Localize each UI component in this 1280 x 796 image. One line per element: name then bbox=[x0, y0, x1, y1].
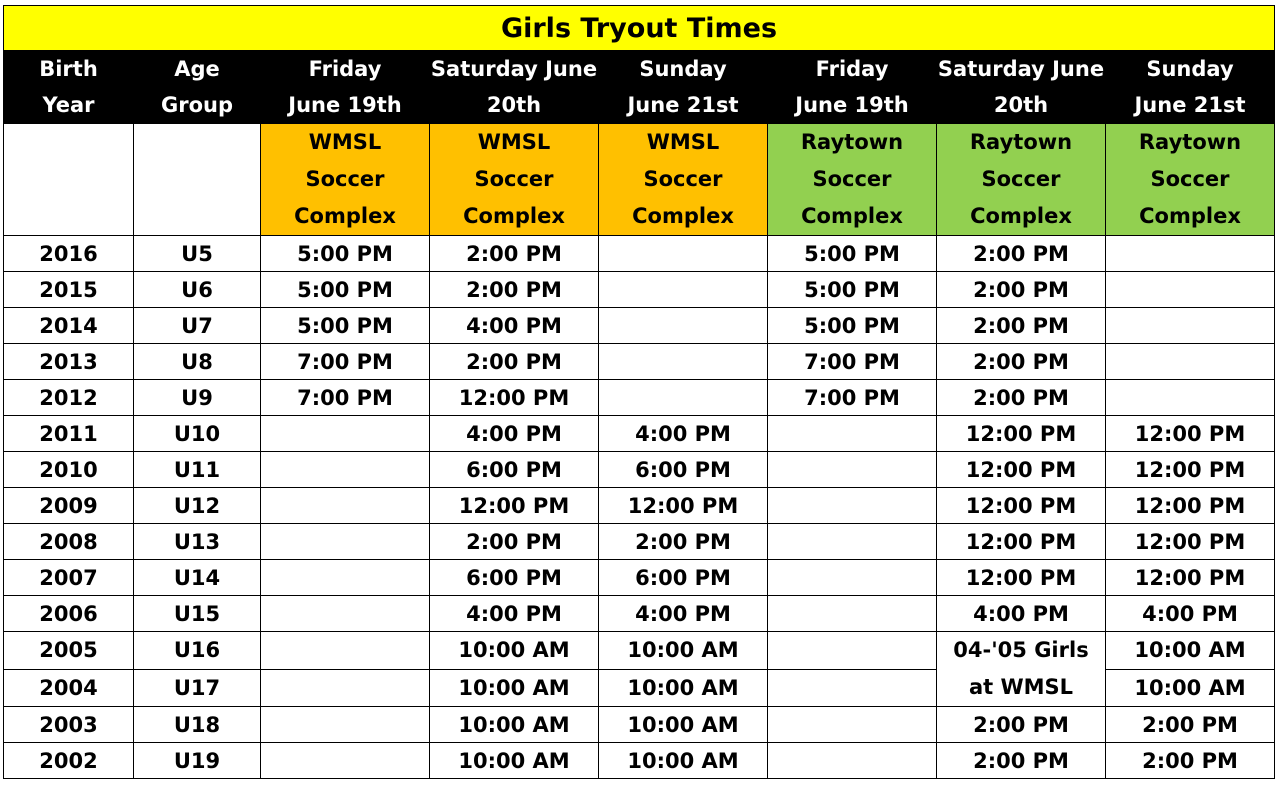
cell-age-group: U19 bbox=[134, 743, 261, 779]
cell-raytown-sunday: 12:00 PM bbox=[1106, 488, 1275, 524]
cell-raytown-friday bbox=[768, 707, 937, 743]
table-row bbox=[4, 380, 1275, 416]
cell-age-group: U10 bbox=[134, 416, 261, 452]
cell-wmsl-sunday: 4:00 PM bbox=[599, 416, 768, 452]
cell-wmsl-saturday: 12:00 PM bbox=[430, 488, 599, 524]
cell-raytown-saturday: 2:00 PM bbox=[937, 344, 1106, 380]
cell-wmsl-saturday: 10:00 AM bbox=[430, 707, 599, 743]
cell-wmsl-sunday: 4:00 PM bbox=[599, 596, 768, 632]
table-row bbox=[4, 344, 1275, 380]
cell-birth-year: 2013 bbox=[4, 344, 134, 380]
cell-wmsl-saturday: 6:00 PM bbox=[430, 452, 599, 488]
cell-raytown-saturday: 12:00 PM bbox=[937, 416, 1106, 452]
cell-birth-year: 2016 bbox=[4, 236, 134, 272]
header-raytown-sunday: Sunday June 21st bbox=[1106, 51, 1275, 124]
cell-wmsl-sunday: 12:00 PM bbox=[599, 488, 768, 524]
cell-wmsl-friday: 7:00 PM bbox=[261, 380, 430, 416]
cell-birth-year: 2011 bbox=[4, 416, 134, 452]
location-wmsl: WMSL Soccer Complex bbox=[599, 124, 768, 236]
cell-age-group: U13 bbox=[134, 524, 261, 560]
cell-raytown-sunday: 2:00 PM bbox=[1106, 707, 1275, 743]
cell-birth-year: 2010 bbox=[4, 452, 134, 488]
cell-birth-year: 2006 bbox=[4, 596, 134, 632]
cell-raytown-saturday: 12:00 PM bbox=[937, 524, 1106, 560]
cell-raytown-saturday: 2:00 PM bbox=[937, 272, 1106, 308]
table-row bbox=[4, 524, 1275, 560]
table-row bbox=[4, 236, 1275, 272]
cell-wmsl-saturday: 10:00 AM bbox=[430, 669, 599, 707]
cell-wmsl-friday bbox=[261, 743, 430, 779]
cell-wmsl-sunday: 10:00 AM bbox=[599, 743, 768, 779]
cell-raytown-friday bbox=[768, 596, 937, 632]
cell-raytown-saturday: 4:00 PM bbox=[937, 596, 1106, 632]
cell-age-group: U15 bbox=[134, 596, 261, 632]
header-raytown-friday: Friday June 19th bbox=[768, 51, 937, 124]
cell-birth-year: 2012 bbox=[4, 380, 134, 416]
header-wmsl-saturday: Saturday June 20th bbox=[430, 51, 599, 124]
cell-raytown-sunday: 2:00 PM bbox=[1106, 743, 1275, 779]
cell-age-group: U8 bbox=[134, 344, 261, 380]
cell-raytown-saturday: 12:00 PM bbox=[937, 560, 1106, 596]
cell-raytown-friday: 7:00 PM bbox=[768, 380, 937, 416]
cell-wmsl-sunday: 10:00 AM bbox=[599, 707, 768, 743]
cell-raytown-friday bbox=[768, 632, 937, 670]
cell-wmsl-friday bbox=[261, 669, 430, 707]
cell-raytown-sunday: 12:00 PM bbox=[1106, 560, 1275, 596]
cell-raytown-saturday: 12:00 PM bbox=[937, 452, 1106, 488]
cell-wmsl-saturday: 10:00 AM bbox=[430, 743, 599, 779]
location-wmsl: WMSL Soccer Complex bbox=[430, 124, 599, 236]
cell-age-group: U7 bbox=[134, 308, 261, 344]
cell-wmsl-sunday: 10:00 AM bbox=[599, 632, 768, 670]
cell-birth-year: 2007 bbox=[4, 560, 134, 596]
table-row bbox=[4, 560, 1275, 596]
cell-raytown-saturday: 2:00 PM bbox=[937, 380, 1106, 416]
header-wmsl-sunday: Sunday June 21st bbox=[599, 51, 768, 124]
cell-wmsl-sunday: 2:00 PM bbox=[599, 524, 768, 560]
cell-raytown-sunday: 12:00 PM bbox=[1106, 452, 1275, 488]
cell-age-group: U18 bbox=[134, 707, 261, 743]
location-blank bbox=[134, 124, 261, 236]
cell-wmsl-sunday bbox=[599, 380, 768, 416]
cell-wmsl-friday bbox=[261, 416, 430, 452]
cell-raytown-friday bbox=[768, 452, 937, 488]
header-raytown-saturday: Saturday June 20th bbox=[937, 51, 1106, 124]
cell-raytown-friday: 5:00 PM bbox=[768, 308, 937, 344]
cell-wmsl-sunday bbox=[599, 344, 768, 380]
cell-raytown-sunday: 10:00 AM bbox=[1106, 669, 1275, 707]
cell-wmsl-saturday: 2:00 PM bbox=[430, 524, 599, 560]
cell-raytown-saturday: 2:00 PM bbox=[937, 743, 1106, 779]
table-row bbox=[4, 743, 1275, 779]
cell-wmsl-friday bbox=[261, 707, 430, 743]
cell-wmsl-sunday: 6:00 PM bbox=[599, 452, 768, 488]
cell-raytown-sunday bbox=[1106, 272, 1275, 308]
cell-wmsl-saturday: 2:00 PM bbox=[430, 344, 599, 380]
cell-wmsl-saturday: 10:00 AM bbox=[430, 632, 599, 670]
cell-raytown-friday bbox=[768, 524, 937, 560]
cell-age-group: U5 bbox=[134, 236, 261, 272]
location-raytown: Raytown Soccer Complex bbox=[937, 124, 1106, 236]
location-raytown: Raytown Soccer Complex bbox=[768, 124, 937, 236]
header-age-group: Age Group bbox=[134, 51, 261, 124]
cell-raytown-sunday bbox=[1106, 308, 1275, 344]
cell-wmsl-friday bbox=[261, 560, 430, 596]
cell-wmsl-saturday: 4:00 PM bbox=[430, 308, 599, 344]
cell-age-group: U16 bbox=[134, 632, 261, 670]
table-row bbox=[4, 272, 1275, 308]
cell-birth-year: 2008 bbox=[4, 524, 134, 560]
header-birth-year: Birth Year bbox=[4, 51, 134, 124]
cell-wmsl-friday bbox=[261, 524, 430, 560]
table-row bbox=[4, 416, 1275, 452]
cell-wmsl-friday bbox=[261, 632, 430, 670]
cell-wmsl-sunday bbox=[599, 272, 768, 308]
cell-birth-year: 2003 bbox=[4, 707, 134, 743]
cell-raytown-saturday: 2:00 PM bbox=[937, 707, 1106, 743]
cell-wmsl-friday bbox=[261, 452, 430, 488]
cell-age-group: U14 bbox=[134, 560, 261, 596]
cell-age-group: U12 bbox=[134, 488, 261, 524]
cell-raytown-sunday: 4:00 PM bbox=[1106, 596, 1275, 632]
cell-raytown-saturday: 2:00 PM bbox=[937, 308, 1106, 344]
cell-raytown-friday: 7:00 PM bbox=[768, 344, 937, 380]
cell-wmsl-friday: 5:00 PM bbox=[261, 308, 430, 344]
cell-raytown-friday: 5:00 PM bbox=[768, 272, 937, 308]
cell-raytown-sunday bbox=[1106, 380, 1275, 416]
table-title: Girls Tryout Times bbox=[4, 6, 1275, 51]
cell-wmsl-saturday: 4:00 PM bbox=[430, 596, 599, 632]
cell-raytown-saturday: 2:00 PM bbox=[937, 236, 1106, 272]
cell-wmsl-friday: 5:00 PM bbox=[261, 272, 430, 308]
cell-raytown-sunday bbox=[1106, 344, 1275, 380]
location-raytown: Raytown Soccer Complex bbox=[1106, 124, 1275, 236]
cell-age-group: U6 bbox=[134, 272, 261, 308]
cell-birth-year: 2002 bbox=[4, 743, 134, 779]
cell-wmsl-saturday: 2:00 PM bbox=[430, 272, 599, 308]
table-row bbox=[4, 488, 1275, 524]
cell-wmsl-saturday: 6:00 PM bbox=[430, 560, 599, 596]
cell-age-group: U9 bbox=[134, 380, 261, 416]
cell-raytown-friday bbox=[768, 743, 937, 779]
cell-wmsl-sunday bbox=[599, 308, 768, 344]
cell-raytown-sunday bbox=[1106, 236, 1275, 272]
cell-wmsl-friday: 7:00 PM bbox=[261, 344, 430, 380]
cell-raytown-sunday: 12:00 PM bbox=[1106, 416, 1275, 452]
cell-raytown-sunday: 10:00 AM bbox=[1106, 632, 1275, 670]
cell-raytown-saturday: 12:00 PM bbox=[937, 488, 1106, 524]
cell-raytown-sunday: 12:00 PM bbox=[1106, 524, 1275, 560]
cell-age-group: U11 bbox=[134, 452, 261, 488]
table-row bbox=[4, 452, 1275, 488]
cell-birth-year: 2009 bbox=[4, 488, 134, 524]
tryout-table bbox=[3, 5, 1275, 779]
cell-raytown-friday bbox=[768, 416, 937, 452]
cell-wmsl-saturday: 4:00 PM bbox=[430, 416, 599, 452]
table-row bbox=[4, 596, 1275, 632]
location-blank bbox=[4, 124, 134, 236]
cell-merged-note: 04-'05 Girls at WMSL bbox=[937, 632, 1106, 707]
table-row bbox=[4, 707, 1275, 743]
location-row bbox=[4, 124, 1275, 236]
cell-wmsl-saturday: 12:00 PM bbox=[430, 380, 599, 416]
cell-wmsl-sunday: 6:00 PM bbox=[599, 560, 768, 596]
cell-raytown-friday bbox=[768, 488, 937, 524]
location-wmsl: WMSL Soccer Complex bbox=[261, 124, 430, 236]
cell-birth-year: 2004 bbox=[4, 669, 134, 707]
cell-birth-year: 2005 bbox=[4, 632, 134, 670]
cell-birth-year: 2015 bbox=[4, 272, 134, 308]
cell-wmsl-saturday: 2:00 PM bbox=[430, 236, 599, 272]
cell-raytown-friday: 5:00 PM bbox=[768, 236, 937, 272]
cell-wmsl-sunday: 10:00 AM bbox=[599, 669, 768, 707]
header-wmsl-friday: Friday June 19th bbox=[261, 51, 430, 124]
table-row bbox=[4, 632, 1275, 670]
header-row bbox=[4, 51, 1275, 124]
cell-wmsl-friday bbox=[261, 596, 430, 632]
cell-wmsl-friday: 5:00 PM bbox=[261, 236, 430, 272]
cell-raytown-friday bbox=[768, 560, 937, 596]
cell-raytown-friday bbox=[768, 669, 937, 707]
cell-birth-year: 2014 bbox=[4, 308, 134, 344]
cell-wmsl-friday bbox=[261, 488, 430, 524]
table-row bbox=[4, 308, 1275, 344]
cell-age-group: U17 bbox=[134, 669, 261, 707]
cell-wmsl-sunday bbox=[599, 236, 768, 272]
